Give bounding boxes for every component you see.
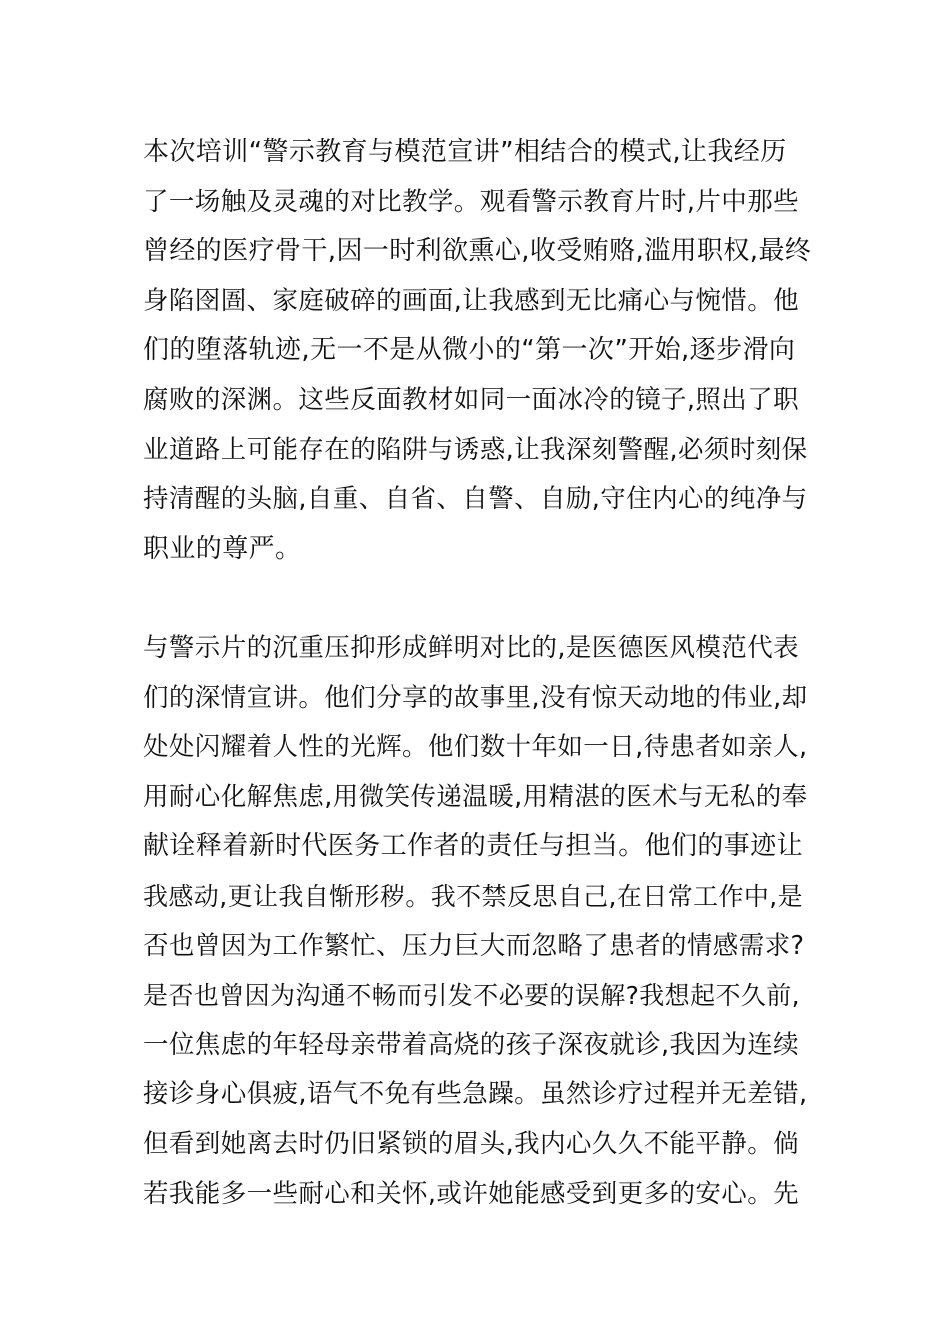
text-line: 曾经的医疗骨干,因一时利欲熏心,收受贿赂,滥用职权,最终 <box>143 236 812 267</box>
text-line: 持清醒的头脑,自重、自省、自警、自励,守住内心的纯净与 <box>143 484 808 515</box>
text-line: 们的堕落轨迹,无一不是从微小的“第一次”开始,逐步滑向 <box>143 335 796 366</box>
text-line: 我感动,更让我自惭形秽。我不禁反思自己,在日常工作中,是 <box>143 881 804 911</box>
text-line: 业道路上可能存在的陷阱与诱惑,让我深刻警醒,必须时刻保 <box>143 434 808 465</box>
text-line: 一位焦虑的年轻母亲带着高烧的孩子深夜就诊,我因为连续 <box>143 1029 800 1060</box>
text-line: 处处闪耀着人性的光辉。他们数十年如一日,待患者如亲人, <box>143 732 808 763</box>
text-line: 们的深情宣讲。他们分享的故事里,没有惊天动地的伟业,却 <box>143 682 808 713</box>
text-line: 献诠释着新时代医务工作者的责任与担当。他们的事迹让 <box>143 831 804 862</box>
text-line: 身陷囹圄、家庭破碎的画面,让我感到无比痛心与惋惜。他 <box>143 285 800 316</box>
text-line: 腐败的深渊。这些反面教材如同一面冰冷的镜子,照出了职 <box>143 384 800 415</box>
text-line: 否也曾因为工作繁忙、压力巨大而忽略了患者的情感需求? <box>143 930 805 961</box>
text-line: 但看到她离去时仍旧紧锁的眉头,我内心久久不能平静。倘 <box>143 1128 800 1159</box>
paragraph-model-lecture <box>143 624 811 1219</box>
text-line: 是否也曾因为沟通不畅而引发不必要的误解?我想起不久前, <box>143 981 801 1011</box>
text-line: 职业的尊严。 <box>143 533 302 564</box>
text-line: 了一场触及灵魂的对比教学。观看警示教育片时,片中那些 <box>143 186 800 217</box>
text-line: 接诊身心俱疲,语气不免有些急躁。虽然诊疗过程并无差错, <box>143 1079 808 1110</box>
text-line: 若我能多一些耐心和关怀,或许她能感受到更多的安心。先 <box>143 1178 800 1209</box>
paragraph-warning-education <box>143 128 811 574</box>
text-line: 本次培训“警示教育与模范宣讲”相结合的模式,让我经历 <box>143 137 787 167</box>
text-line: 用耐心化解焦虑,用微笑传递温暖,用精湛的医术与无私的奉 <box>143 781 808 812</box>
text-line: 与警示片的沉重压抑形成鲜明对比的,是医德医风模范代表 <box>143 633 800 663</box>
